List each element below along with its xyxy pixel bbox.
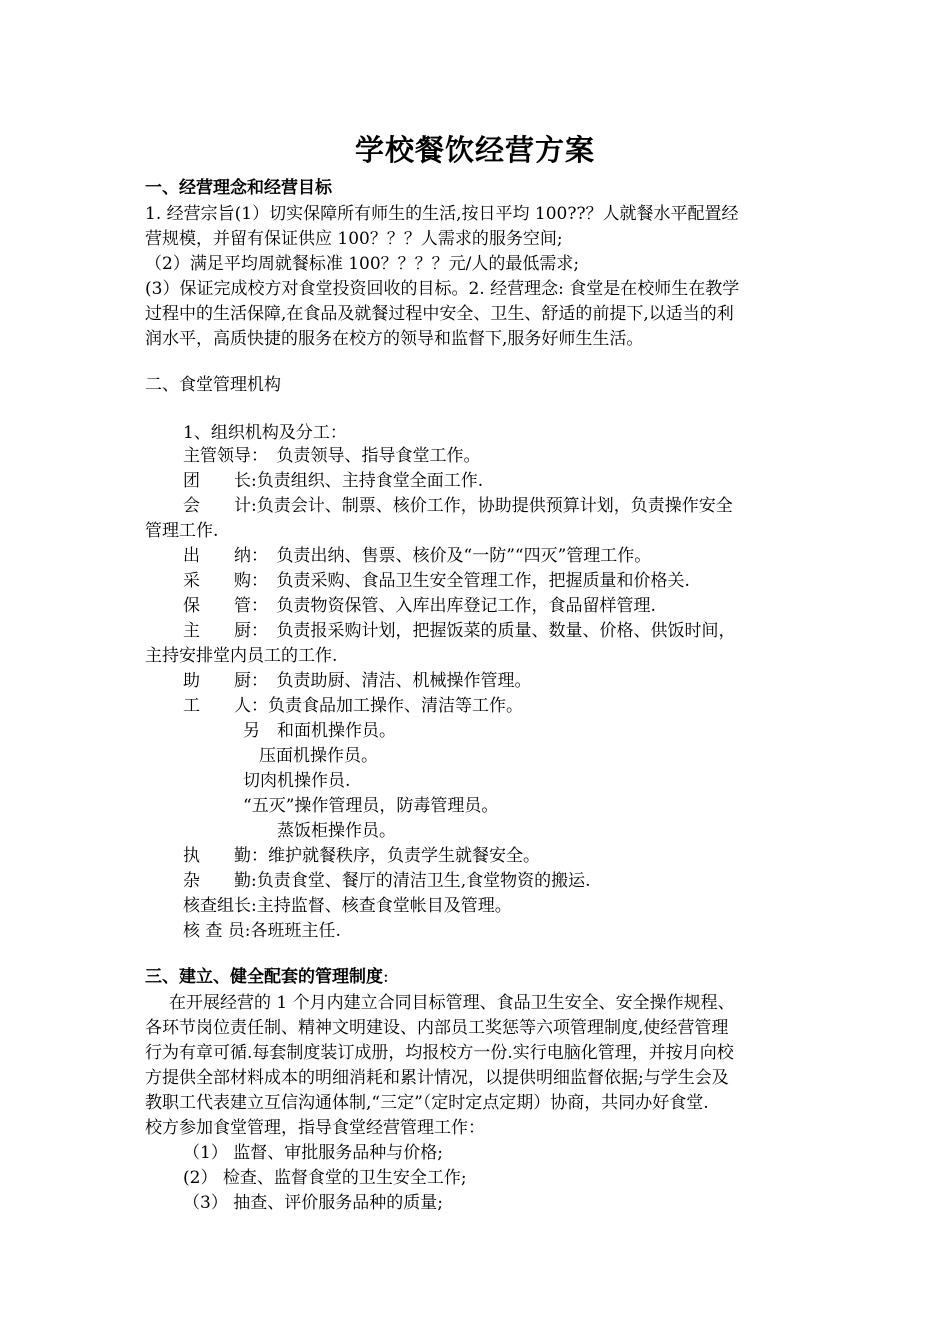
org-role-line: 主 厨： 负责报采购计划，把握饭菜的质量、数量、价格、供饭时间， — [183, 621, 736, 641]
paragraph-line: 润水平，高质快捷的服务在校方的领导和监督下,服务好师生生活。 — [145, 329, 644, 349]
paragraph-line: 1. 经营宗旨(1）切实保障所有师生的生活,按日平均 100??？人就餐水平配置经 — [145, 204, 739, 224]
paragraph-line: 在开展经营的 1 个月内建立合同目标管理、食品卫生安全、安全操作规程、 — [169, 993, 735, 1013]
org-role-line: 出 纳： 负责出纳、售票、核价及“一防”“四灭”管理工作。 — [183, 546, 652, 566]
org-role-line: 执 勤：维护就餐秩序，负责学生就餐安全。 — [183, 846, 540, 866]
org-role-line: 助 厨： 负责助厨、清洁、机械操作管理。 — [183, 671, 532, 691]
org-role-line: 工 人：负责食品加工操作、清洁等工作。 — [183, 696, 523, 716]
org-role-line: 管理工作. — [145, 521, 219, 541]
org-role-line: 另 和面机操作员。 — [243, 721, 396, 741]
paragraph-line: （2）满足平均周就餐标准 100？？？？元/人的最低需求; — [145, 254, 580, 274]
section2-subheading: 1、组织机构及分工： — [183, 423, 347, 443]
org-role-line: 核查组长:主持监督、核查食堂帐目及管理。 — [183, 896, 512, 916]
list-item: （1） 监督、审批服务品种与价格; — [183, 1143, 443, 1163]
list-item: （3） 抽查、评价服务品种的质量; — [183, 1193, 443, 1213]
section3-heading: 三、建立、健全配套的管理制度 — [145, 967, 383, 987]
org-role-line: 切肉机操作员. — [243, 771, 351, 791]
paragraph-line: 过程中的生活保障,在食品及就餐过程中安全、卫生、舒适的前提下,以适当的利 — [145, 304, 734, 324]
org-role-line: 团 长:负责组织、主持食堂全面工作. — [183, 471, 484, 491]
paragraph-line: 校方参加食堂管理，指导食堂经营管理工作： — [145, 1118, 485, 1138]
paragraph-line: 营规模，并留有保证供应 100？？？人需求的服务空间; — [145, 229, 563, 249]
paragraph-line: (3）保证完成校方对食堂投资回收的目标。2. 经营理念: 食堂是在校师生在教学 — [145, 279, 740, 299]
paragraph-line: 教职工代表建立互信沟通体制,“三定”（定时定点定期）协商，共同办好食堂. — [145, 1093, 709, 1113]
section3-heading-wrap — [145, 964, 389, 990]
org-role-line: 主持安排堂内员工的工作. — [145, 646, 338, 666]
org-role-line: “五灭”操作管理员，防毒管理员。 — [243, 796, 499, 816]
org-role-line: 压面机操作员。 — [259, 746, 378, 766]
paragraph-line: 各环节岗位责任制、精神文明建设、内部员工奖惩等六项管理制度,使经营管理 — [145, 1018, 729, 1038]
section3-heading-colon: : — [383, 967, 389, 987]
org-role-line: 会 计:负责会计、制票、核价工作，协助提供预算计划，负责操作安全 — [183, 496, 733, 516]
paragraph-line: 方提供全部材料成本的明细消耗和累计情况，以提供明细监督依据;与学生会及 — [145, 1068, 729, 1088]
document-title: 学校餐饮经营方案 — [354, 133, 595, 167]
org-role-line: 主管领导： 负责领导、指导食堂工作。 — [183, 446, 481, 466]
org-role-line: 采 购： 负责采购、食品卫生安全管理工作，把握质量和价格关. — [183, 571, 690, 591]
org-role-line: 蒸饭柜操作员。 — [277, 821, 396, 841]
section2-heading: 二、食堂管理机构 — [145, 375, 281, 395]
org-role-line: 保 管： 负责物资保管、入库出库登记工作，食品留样管理. — [183, 596, 656, 616]
list-item: (2） 检查、监督食堂的卫生安全工作; — [183, 1168, 467, 1188]
paragraph-line: 行为有章可循.每套制度装订成册，均报校方一份.实行电脑化管理，并按月向校 — [145, 1043, 734, 1063]
section1-heading: 一、经营理念和经营目标 — [145, 178, 332, 198]
org-role-line: 杂 勤:负责食堂、餐厅的清洁卫生,食堂物资的搬运. — [183, 871, 591, 891]
org-role-line: 核 查 员:各班班主任. — [183, 921, 341, 941]
